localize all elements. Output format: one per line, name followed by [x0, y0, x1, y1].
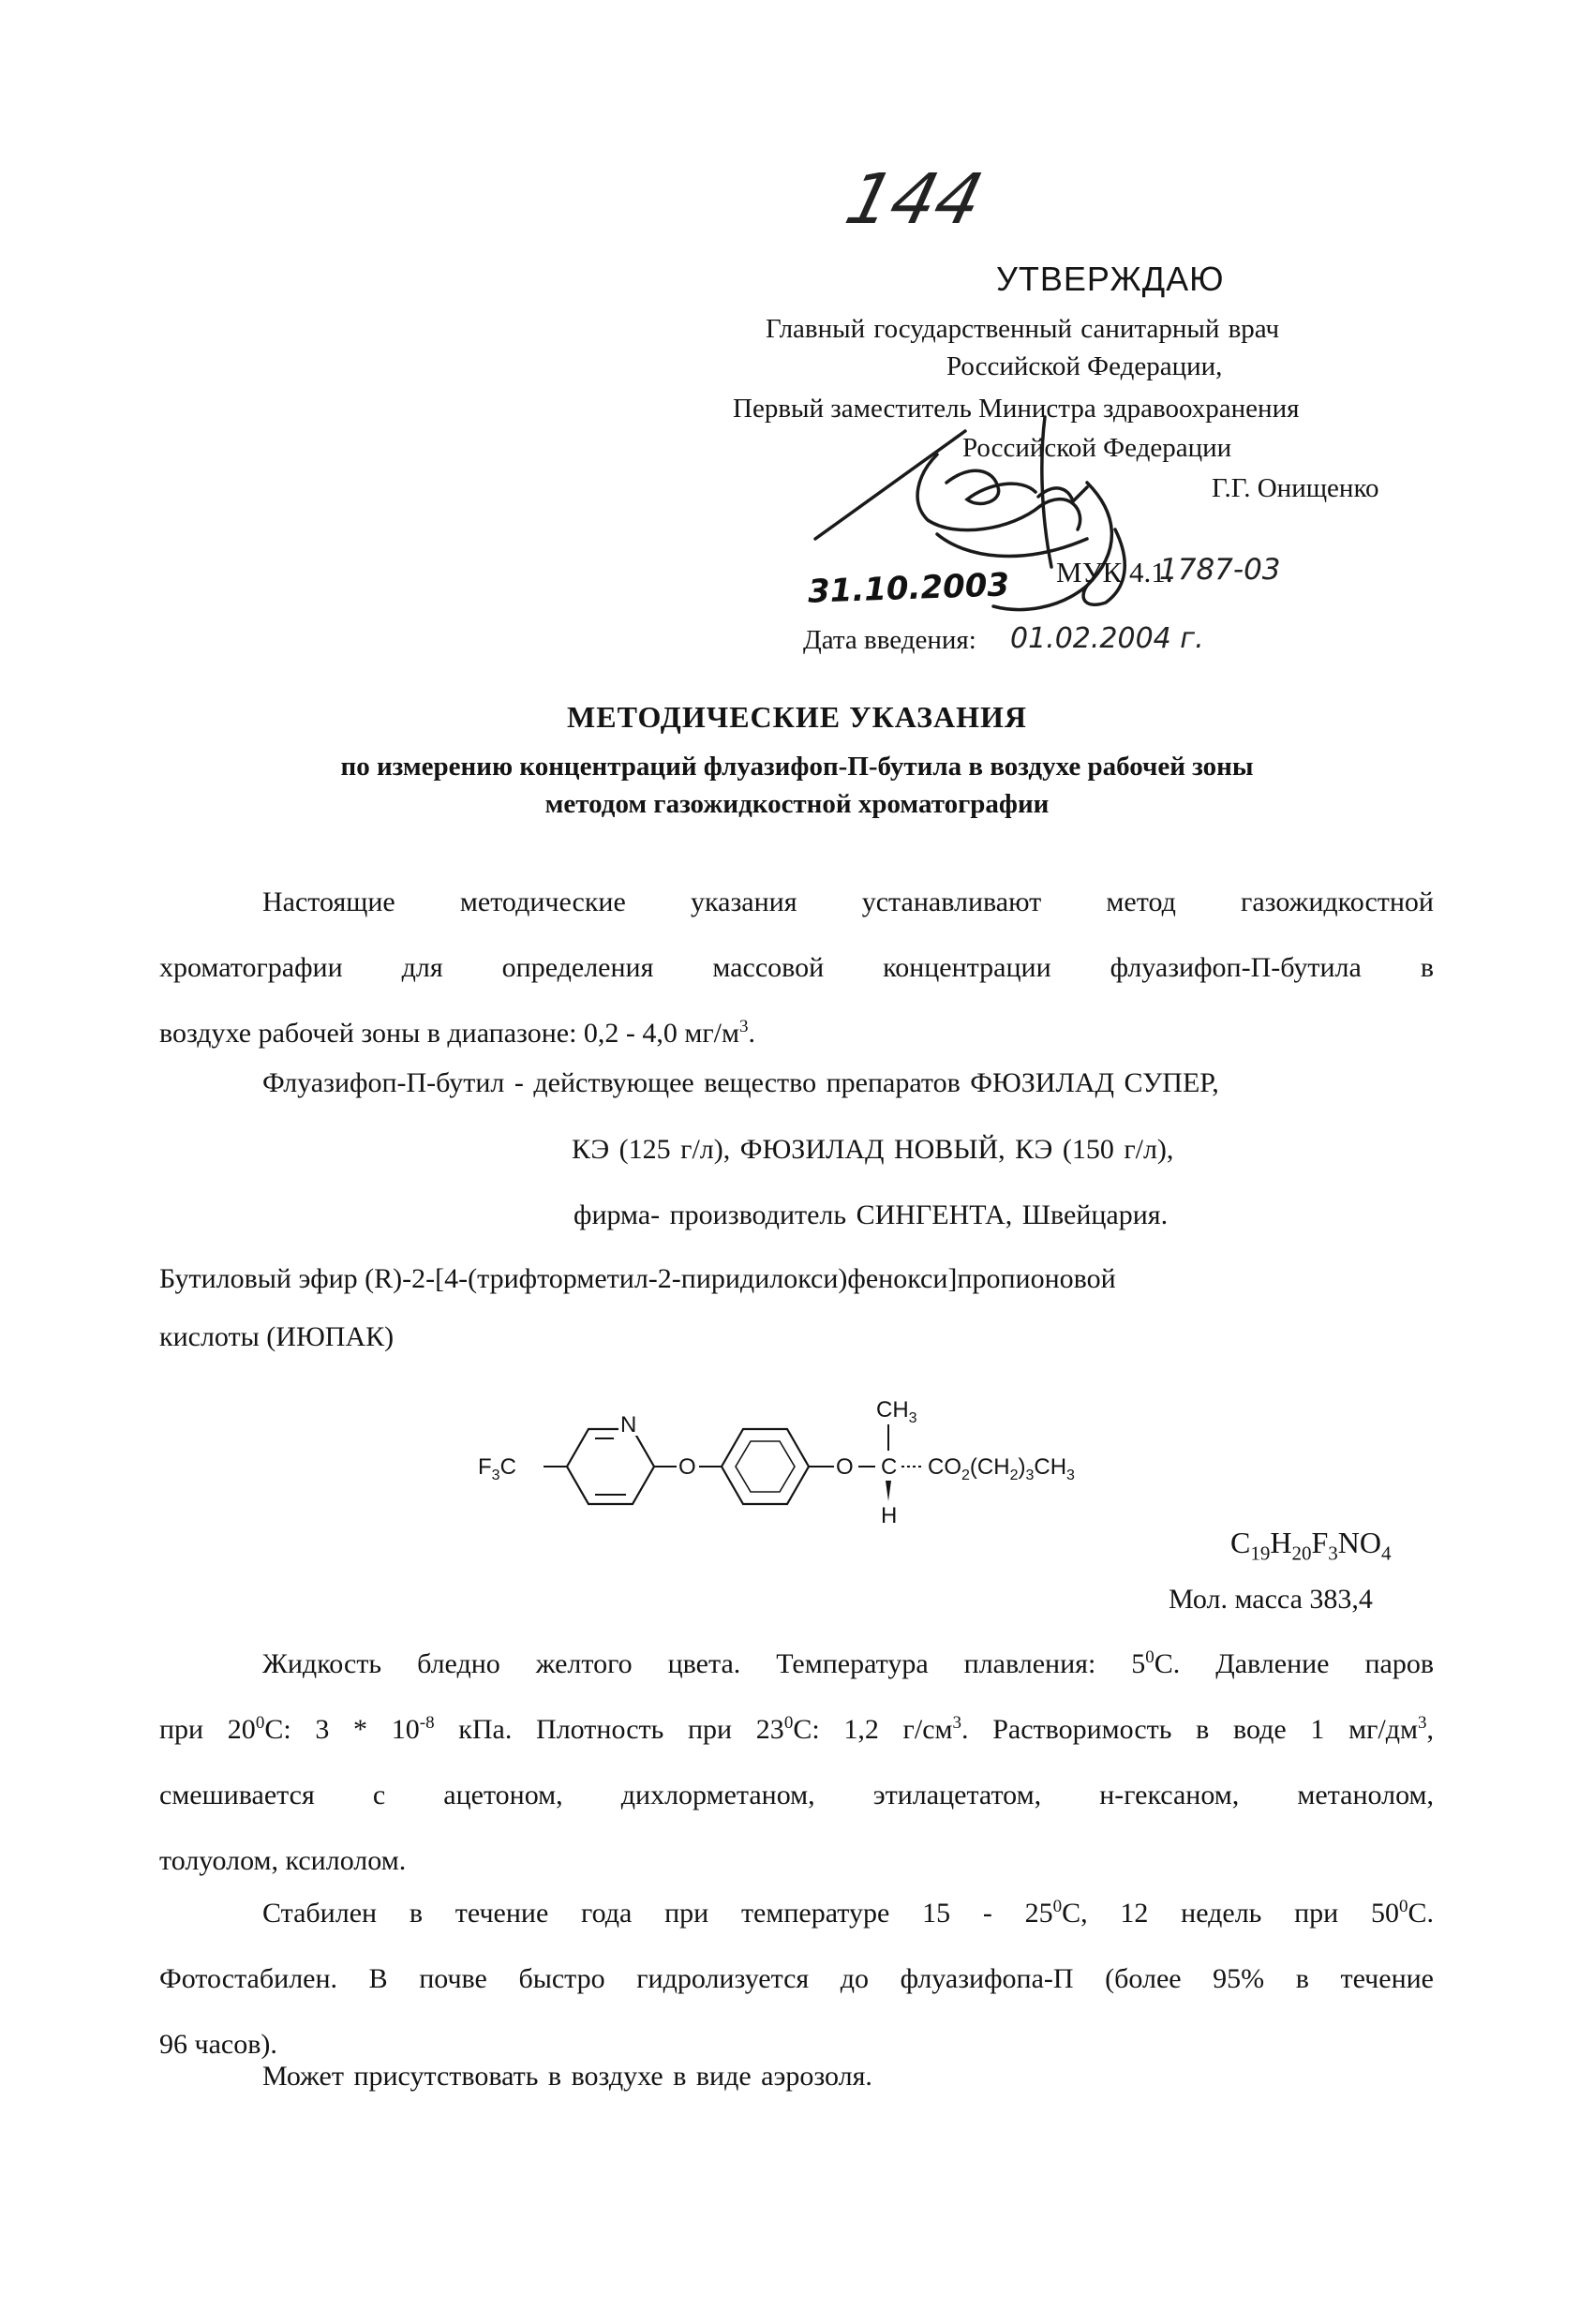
product-line-5: кислоты (ИЮПАК) [159, 1321, 395, 1352]
formula-c: C [1230, 1526, 1251, 1559]
subscript: 4 [1380, 1542, 1392, 1565]
molecular-formula [1230, 1526, 1392, 1565]
properties-line [159, 1763, 1434, 1828]
approval-position-line3: Первый заместитель Министра здравоохранения [733, 394, 1300, 424]
structural-formula [422, 1368, 1190, 1537]
product-line-4: Бутиловый эфир (R)-2-[4-(трифторметил-2-пиридилокси)фенокси]пропионовой [159, 1263, 1116, 1294]
approval-title: УТВЕРЖДАЮ [996, 260, 1225, 298]
document-subtitle-line1: по измерению концентраций флуазифоп-П-бутила в воздухе рабочей зоны [340, 752, 1254, 782]
introduction-date-value: 01.02.2004 г. [1010, 622, 1204, 655]
aromatic-circle [736, 1441, 795, 1492]
oxygen-atom: O [678, 1454, 696, 1480]
properties-text: С: 1,2 г/см [793, 1714, 953, 1745]
superscript: 0 [1145, 1647, 1155, 1667]
doc-code-handwritten: 1787-03 [1159, 553, 1281, 587]
intro-line-1-text: Настоящие методические указания устанавливают метод газожидкостной [262, 886, 1434, 917]
formula-f: F [1311, 1526, 1329, 1559]
properties-text: толуолом, ксилолом. [159, 1845, 407, 1876]
benzene-ring [722, 1429, 809, 1504]
formula-h: H [1270, 1526, 1292, 1559]
intro-line [159, 935, 1434, 1001]
intro-line [159, 1001, 1434, 1066]
signature-stroke [946, 470, 1035, 503]
f3c-group: $F_3C$ [478, 1454, 516, 1483]
stability-line [159, 1881, 1434, 1946]
page-number: 144 [838, 159, 991, 240]
stability-line [159, 1946, 1434, 2012]
product-line-2: КЭ (125 г/л), ФЮЗИЛАД НОВЫЙ, КЭ (150 г/л), [572, 1134, 1174, 1165]
intro-line-3-text: воздухе рабочей зоны в диапазоне: 0,2 - 4,0 мг/м [159, 1018, 739, 1049]
signature-stroke [815, 431, 965, 539]
approver-name: Г.Г. Онищенко [1212, 473, 1379, 503]
approval-position-line1: Главный государственный санитарный врач [766, 314, 1280, 344]
intro-line-2-text: хроматографии для определения массовой концентрации флуазифоп-П-бутила в [159, 952, 1434, 983]
wedge-bond [886, 1481, 891, 1501]
introduction-date-label: Дата введения: [803, 625, 976, 655]
stability-text: С, 12 недель при 50 [1062, 1898, 1399, 1929]
superscript: 3 [739, 1017, 749, 1036]
superscript: 0 [1052, 1897, 1063, 1916]
document-subtitle-line2: методом газожидкостной хроматографии [544, 789, 1050, 819]
doc-code-prefix: МУК 4.1. [1056, 556, 1173, 588]
signature-date: 31.10.2003 [807, 566, 1010, 611]
superscript: 3 [952, 1713, 961, 1733]
stability-text: 96 часов). [159, 2029, 277, 2060]
product-line-3: фирма- производитель СИНГЕНТА, Швейцария. [574, 1199, 1169, 1230]
properties-text: . Растворимость в воде 1 мг/дм [961, 1714, 1418, 1745]
approval-position-line2: Российской Федерации, [946, 351, 1223, 381]
stability-text: Стабилен в течение года при температуре 15 - 25 [262, 1898, 1053, 1929]
properties-text: кПа. Плотность при 23 [434, 1714, 784, 1745]
superscript: -8 [419, 1713, 435, 1733]
subscript: 3 [1328, 1542, 1338, 1565]
superscript: 0 [783, 1713, 794, 1733]
properties-text: С: 3 * 10 [264, 1714, 420, 1745]
properties-line [159, 1697, 1434, 1763]
properties-text: , [1426, 1714, 1434, 1745]
intro-line-3-end: . [748, 1018, 755, 1049]
properties-text: при 20 [159, 1714, 256, 1745]
intro-paragraph [159, 870, 1434, 1066]
stability-text: С. [1408, 1898, 1434, 1929]
methyl-group: $CH_3$ [876, 1397, 917, 1426]
properties-paragraph [159, 1631, 1434, 1894]
superscript: 0 [1398, 1897, 1408, 1916]
oxygen-atom: O [836, 1454, 854, 1480]
stability-text: Фотостабилен. В почве быстро гидролизуется до флуазифопа-П (более 95% в течение [159, 1963, 1434, 1994]
ester-group: $CO_2(CH_2)_3CH_3$ [928, 1454, 1075, 1483]
properties-line [159, 1631, 1434, 1697]
properties-text: смешивается с ацетоном, дихлорметаном, этилацетатом, н-гексаном, метанолом, [159, 1780, 1434, 1810]
molecular-mass: Мол. масса 383,4 [1169, 1584, 1373, 1615]
approval-position-line4: Российской Федерации [962, 433, 1232, 463]
superscript: 3 [1417, 1713, 1427, 1733]
formula-no: NO [1337, 1526, 1381, 1559]
intro-line [159, 870, 1434, 935]
nitrogen-atom: N [620, 1412, 637, 1438]
subscript: 19 [1250, 1542, 1271, 1565]
document-title: МЕТОДИЧЕСКИЕ УКАЗАНИЯ [567, 700, 1027, 734]
chiral-carbon: C [881, 1454, 898, 1480]
superscript: 0 [255, 1713, 265, 1733]
subscript: 20 [1291, 1542, 1312, 1565]
hydrogen-atom: H [881, 1503, 898, 1528]
pyridine-ring [567, 1429, 654, 1504]
aerosol-note: Может присутствовать в воздухе в виде аэрозоля. [262, 2061, 872, 2092]
properties-text: С. Давление паров [1154, 1648, 1434, 1679]
properties-text: Жидкость бледно желтого цвета. Температура плавления: 5 [262, 1648, 1146, 1679]
stability-paragraph [159, 1881, 1434, 2078]
product-line-1: Флуазифоп-П-бутил - действующее вещество препаратов ФЮЗИЛАД СУПЕР, [262, 1067, 1219, 1098]
signature-stroke [937, 534, 1087, 557]
